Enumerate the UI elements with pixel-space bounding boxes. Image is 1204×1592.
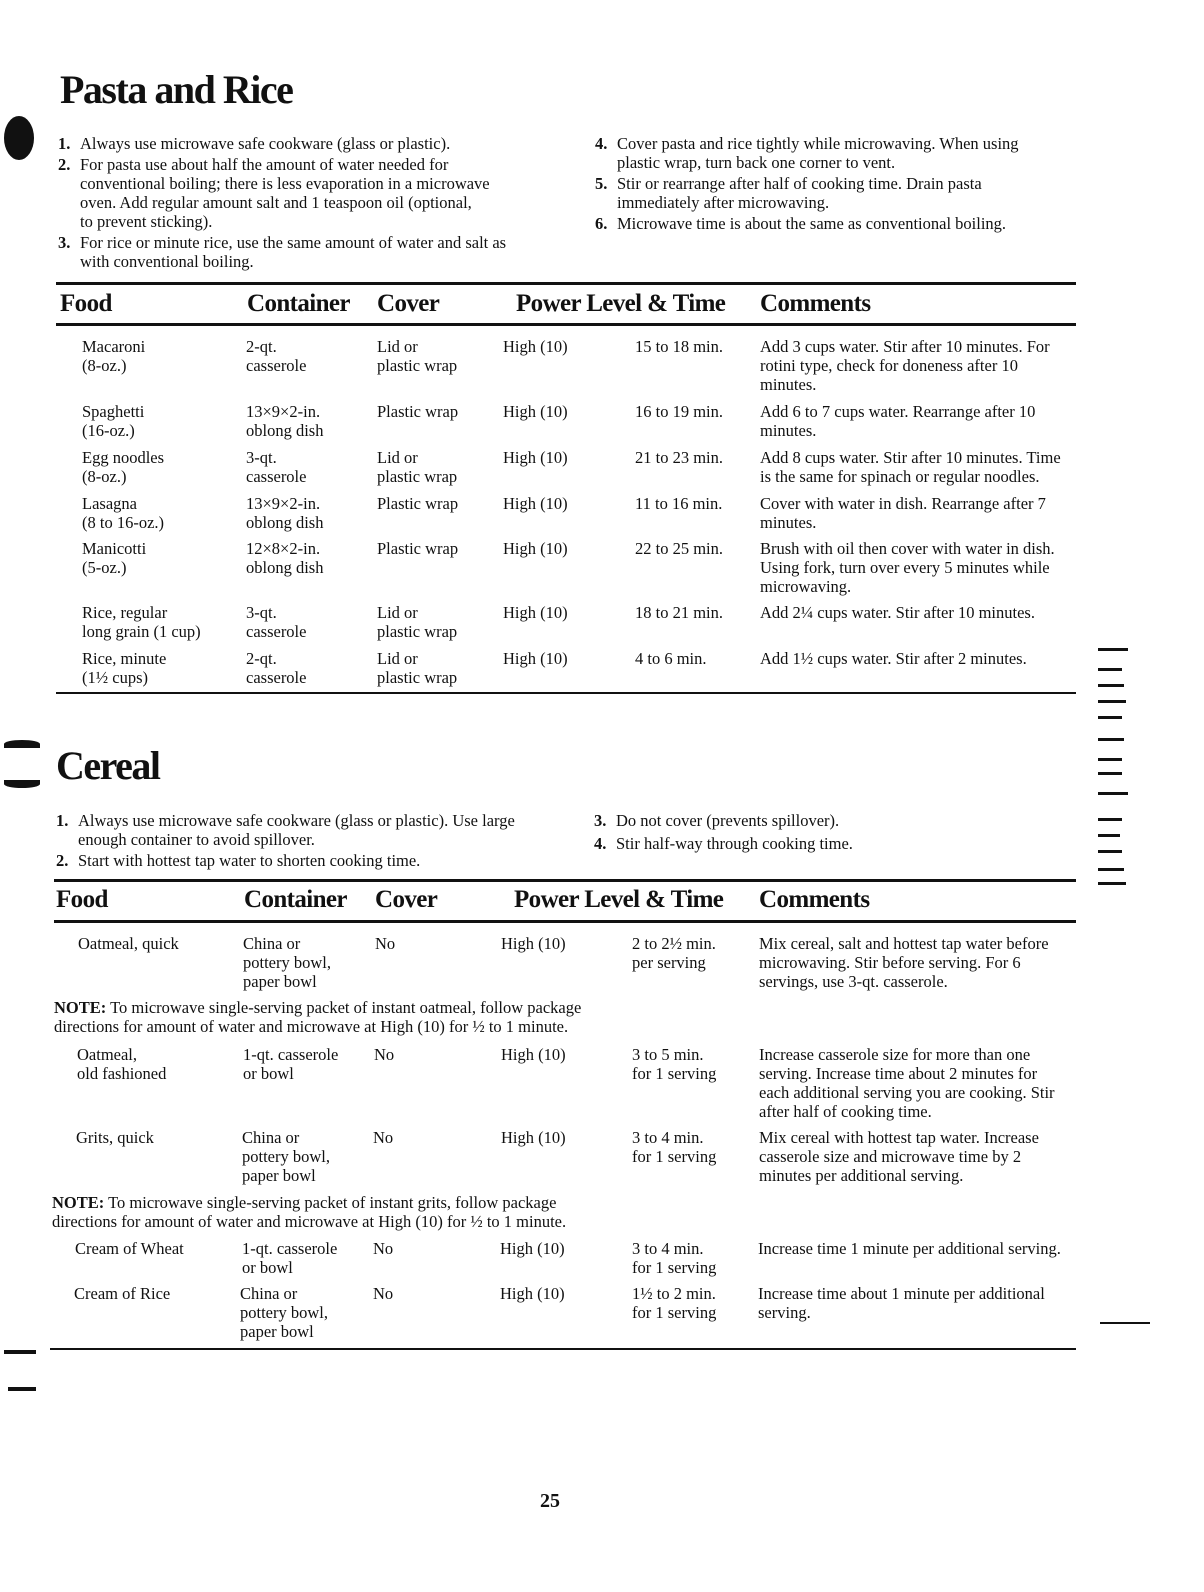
time-cell: 3 to 4 min. for 1 serving xyxy=(632,1239,717,1277)
time-cell: 2 to 2½ min. per serving xyxy=(632,934,716,972)
cover-cell: Plastic wrap xyxy=(377,494,459,513)
comments-cell: Increase time about 1 minute per additional serving. xyxy=(758,1284,1045,1322)
container-cell: 2-qt. casserole xyxy=(246,337,307,375)
cover-cell: No xyxy=(373,1284,394,1303)
container-cell: China or pottery bowl, paper bowl xyxy=(243,934,331,991)
cover-cell: No xyxy=(375,934,396,953)
binder-hole-mid-top xyxy=(4,740,40,748)
cover-cell: No xyxy=(373,1239,394,1258)
comments-cell: Add 3 cups water. Stir after 10 minutes. For rotini type, check for doneness after 10 minutes. xyxy=(760,337,1050,394)
power-cell: High (10) xyxy=(500,1239,565,1258)
power-cell: High (10) xyxy=(501,934,566,953)
cereal-tips-left xyxy=(56,811,576,872)
container-cell: China or pottery bowl, paper bowl xyxy=(240,1284,328,1341)
cover-cell: Lid or plastic wrap xyxy=(377,649,458,687)
cover-cell: No xyxy=(373,1128,394,1147)
pasta-section-title: Pasta and Rice xyxy=(60,67,293,112)
comments-cell: Increase time 1 minute per additional serving. xyxy=(758,1239,1061,1258)
food-cell: Macaroni (8-oz.) xyxy=(82,337,146,375)
cereal-header-comments: Comments xyxy=(759,886,870,913)
container-cell: 2-qt. casserole xyxy=(246,649,307,687)
comments-cell: Add 2¼ cups water. Stir after 10 minutes. xyxy=(760,603,1035,622)
time-cell: 21 to 23 min. xyxy=(635,448,724,467)
list-item: 1. Always use microwave safe cookware (glass or plastic). Use large enough container to avoid spillover. xyxy=(56,811,515,849)
cover-cell: Lid or plastic wrap xyxy=(377,603,458,641)
time-cell: 4 to 6 min. xyxy=(635,649,707,668)
cereal-table-top-rule xyxy=(54,879,1076,882)
comments-cell: Add 6 to 7 cups water. Rearrange after 10 minutes. xyxy=(760,402,1036,440)
grits-note: NOTE: To microwave single-serving packet of instant grits, follow package directions for amount of water and microwave at High (10) for ½ to 1 minute. xyxy=(52,1193,567,1231)
container-cell: 3-qt. casserole xyxy=(246,448,307,486)
comments-cell: Add 1½ cups water. Stir after 2 minutes. xyxy=(760,649,1027,668)
comments-cell: Brush with oil then cover with water in dish. Using fork, turn over every 5 minutes while microwaving. xyxy=(760,539,1055,596)
food-cell: Cream of Wheat xyxy=(75,1239,184,1258)
food-cell: Oatmeal, old fashioned xyxy=(77,1045,167,1083)
container-cell: 12×8×2-in. oblong dish xyxy=(246,539,324,577)
power-cell: High (10) xyxy=(503,337,568,356)
container-cell: 1-qt. casserole or bowl xyxy=(242,1239,338,1277)
pasta-header-cover: Cover xyxy=(377,290,440,317)
binder-mark-bottom-2 xyxy=(8,1387,36,1391)
cover-cell: Lid or plastic wrap xyxy=(377,337,458,375)
cereal-table-bottom-rule xyxy=(50,1348,1076,1350)
comments-cell: Increase casserole size for more than one serving. Increase time about 2 minutes for each additional serving you are cooking. Stir after half of cooking time. xyxy=(759,1045,1055,1121)
cereal-section-title: Cereal xyxy=(56,743,160,788)
time-cell: 3 to 5 min. for 1 serving xyxy=(632,1045,717,1083)
list-item: 3. Do not cover (prevents spillover). xyxy=(594,811,840,830)
pasta-header-comments: Comments xyxy=(760,290,871,317)
food-cell: Spaghetti (16-oz.) xyxy=(82,402,145,440)
container-cell: China or pottery bowl, paper bowl xyxy=(242,1128,330,1185)
food-cell: Rice, regular long grain (1 cup) xyxy=(82,603,201,641)
list-item: 4. Stir half-way through cooking time. xyxy=(594,834,853,853)
list-item: 1. Always use microwave safe cookware (glass or plastic). xyxy=(58,134,451,153)
time-cell: 11 to 16 min. xyxy=(635,494,723,513)
pasta-header-container: Container xyxy=(247,290,350,317)
container-cell: 13×9×2-in. oblong dish xyxy=(246,494,324,532)
cereal-header-power: Power Level & Time xyxy=(514,886,724,913)
comments-cell: Cover with water in dish. Rearrange after 7 minutes. xyxy=(760,494,1046,532)
food-cell: Rice, minute (1½ cups) xyxy=(82,649,167,687)
oatmeal-note: NOTE: To microwave single-serving packet of instant oatmeal, follow package directions for amount of water and microwave at High (10) for ½ to 1 minute. xyxy=(54,998,582,1036)
comments-cell: Mix cereal with hottest tap water. Increase casserole size and microwave time by 2 minutes per additional serving. xyxy=(759,1128,1039,1185)
food-cell: Cream of Rice xyxy=(74,1284,171,1303)
power-cell: High (10) xyxy=(500,1284,565,1303)
power-cell: High (10) xyxy=(503,603,568,622)
time-cell: 1½ to 2 min. for 1 serving xyxy=(632,1284,717,1322)
power-cell: High (10) xyxy=(503,494,568,513)
cereal-tips-right xyxy=(594,811,1014,855)
container-cell: 1-qt. casserole or bowl xyxy=(243,1045,339,1083)
list-item: 6. Microwave time is about the same as conventional boiling. xyxy=(595,214,1007,233)
comments-cell: Mix cereal, salt and hottest tap water before microwaving. Stir before serving. For 6 servings, use 3-qt. casserole. xyxy=(759,934,1049,991)
container-cell: 3-qt. casserole xyxy=(246,603,307,641)
pasta-tips-left xyxy=(58,134,558,273)
power-cell: High (10) xyxy=(501,1045,566,1064)
time-cell: 15 to 18 min. xyxy=(635,337,724,356)
cover-cell: No xyxy=(374,1045,395,1064)
food-cell: Lasagna (8 to 16-oz.) xyxy=(82,494,165,532)
pasta-header-power: Power Level & Time xyxy=(516,290,726,317)
binder-mark-bottom xyxy=(4,1350,36,1354)
pasta-tips-right xyxy=(595,134,1065,235)
time-cell: 3 to 4 min. for 1 serving xyxy=(632,1128,717,1166)
binder-hole-top xyxy=(4,116,34,160)
page-number: 25 xyxy=(540,1490,560,1512)
pasta-header-food: Food xyxy=(60,290,112,317)
power-cell: High (10) xyxy=(503,539,568,558)
list-item: 4. Cover pasta and rice tightly while microwaving. When using plastic wrap, turn back one corner to vent. xyxy=(595,134,1019,172)
cereal-header-container: Container xyxy=(244,886,347,913)
food-cell: Oatmeal, quick xyxy=(78,934,179,953)
time-cell: 22 to 25 min. xyxy=(635,539,724,558)
comments-cell: Add 8 cups water. Stir after 10 minutes. Time is the same for spinach or regular noodles. xyxy=(760,448,1061,486)
food-cell: Grits, quick xyxy=(76,1128,154,1147)
time-cell: 18 to 21 min. xyxy=(635,603,724,622)
cover-cell: Lid or plastic wrap xyxy=(377,448,458,486)
cereal-header-food: Food xyxy=(56,886,108,913)
container-cell: 13×9×2-in. oblong dish xyxy=(246,402,324,440)
list-item: 3. For rice or minute rice, use the same amount of water and salt as with conventional boiling. xyxy=(58,233,507,271)
cover-cell: Plastic wrap xyxy=(377,402,459,421)
list-item: 2. For pasta use about half the amount of water needed for conventional boiling; there is less evaporation in a microwave oven. Add regular amount salt and 1 teaspoon oil (optional, to prevent sticking). xyxy=(58,155,490,231)
cereal-header-cover: Cover xyxy=(375,886,438,913)
power-cell: High (10) xyxy=(501,1128,566,1147)
binder-hole-mid-bottom xyxy=(4,780,40,788)
pasta-table-bottom-rule xyxy=(56,692,1076,694)
cereal-header-rule xyxy=(54,920,1076,923)
pasta-header-rule xyxy=(56,323,1076,326)
pasta-table-top-rule xyxy=(56,282,1076,285)
time-cell: 16 to 19 min. xyxy=(635,402,724,421)
power-cell: High (10) xyxy=(503,649,568,668)
power-cell: High (10) xyxy=(503,402,568,421)
list-item: 5. Stir or rearrange after half of cooking time. Drain pasta immediately after microwaving. xyxy=(595,174,982,212)
cover-cell: Plastic wrap xyxy=(377,539,459,558)
list-item: 2. Start with hottest tap water to shorten cooking time. xyxy=(56,851,421,870)
food-cell: Manicotti (5-oz.) xyxy=(82,539,147,577)
food-cell: Egg noodles (8-oz.) xyxy=(82,448,165,486)
power-cell: High (10) xyxy=(503,448,568,467)
